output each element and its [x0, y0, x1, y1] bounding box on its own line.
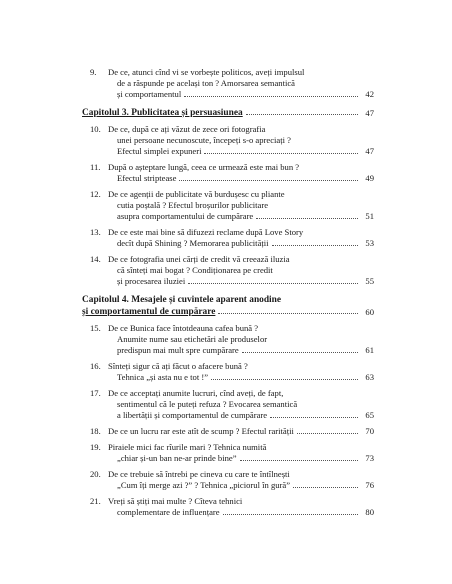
toc-entry	[82, 162, 374, 184]
toc-line-text: De ce, după ce ați văzut de zece ori fotografia	[108, 124, 266, 134]
toc-chapter-heading	[82, 294, 374, 318]
toc-entry-title	[82, 107, 360, 119]
toc-line-text: a libertății și comportamentul de cumpărare	[117, 410, 268, 420]
toc-line-text: Piraiele mici fac rîurile mari ? Tehnica numită	[108, 442, 267, 452]
toc-entry-title	[108, 227, 360, 249]
toc-line-text: cutia poștală ? Efectul broșurilor publicitare	[117, 200, 269, 210]
toc-page-number: 80	[365, 507, 374, 517]
toc-page-number: 70	[365, 426, 374, 436]
dot-leader	[223, 514, 358, 515]
toc-page-number: 73	[365, 453, 374, 463]
toc-line-text: Capitolul 4. Mesajele și cuvintele aparent anodine	[82, 295, 282, 305]
toc-entry-title	[108, 162, 360, 184]
dot-leader	[211, 379, 358, 380]
toc-entry-title	[108, 124, 360, 157]
toc-line-text: asupra comportamentului de cumpărare	[117, 211, 254, 221]
toc-entry-number: 21.	[90, 496, 101, 506]
toc-page-number: 47	[365, 108, 374, 118]
toc-page-number: 47	[365, 146, 374, 156]
toc-page-number: 51	[365, 211, 374, 221]
toc-page-number: 76	[365, 480, 374, 490]
dot-leader	[272, 245, 358, 246]
toc-entry	[82, 469, 374, 491]
dot-leader	[184, 96, 358, 97]
dot-leader	[297, 433, 358, 434]
toc-page-number: 61	[365, 345, 374, 355]
toc-entry-number: 13.	[90, 227, 101, 237]
toc-entry-title	[108, 442, 360, 464]
toc-page-number: 55	[365, 276, 374, 286]
dot-leader	[179, 180, 358, 181]
toc-entry	[82, 442, 374, 464]
toc-entry-title	[108, 323, 360, 356]
toc-line-text: complementare de influențare	[117, 507, 220, 517]
toc-entry-title	[108, 496, 360, 518]
toc-entry-number: 17.	[90, 388, 101, 398]
toc-line-text: Efectul striptease	[117, 173, 177, 183]
toc-entry	[82, 361, 374, 383]
toc-line-text: și comportamentul de cumpărare	[82, 307, 216, 317]
toc-line-text: De ce agenții de publicitate vă burdușesc cu pliante	[108, 189, 285, 199]
toc-entry	[82, 323, 374, 356]
toc-line-text: Tehnica „și asta nu e tot !”	[117, 372, 209, 382]
toc-line-text: Vreți să știți mai multe ? Cîteva tehnici	[108, 496, 243, 506]
toc-page-number: 49	[365, 173, 374, 183]
toc-entry	[82, 189, 374, 222]
toc-entry-title	[82, 294, 360, 318]
toc-chapter-heading	[82, 107, 374, 119]
toc-entry-title	[108, 388, 360, 421]
toc-entry-number: 16.	[90, 361, 101, 371]
toc-line-text: că sînteți mai bogat ? Condiționarea pe credit	[117, 265, 273, 275]
toc-entry-number: 9.	[90, 67, 97, 77]
dot-leader	[270, 417, 358, 418]
toc-line-text: De ce este mai bine să difuzezi reclame după Love Story	[108, 227, 304, 237]
toc-page-number: 60	[365, 307, 374, 317]
dot-leader	[188, 283, 358, 284]
toc-entry	[82, 254, 374, 287]
toc-line-text: De ce, atunci cînd vi se vorbește politicos, aveți impulsul	[108, 67, 305, 77]
toc-entry-title	[108, 469, 360, 491]
toc-entry-number: 20.	[90, 469, 101, 479]
toc-entry	[82, 388, 374, 421]
toc-line-text: De ce fotografia unei cărți de credit vă creează iluzia	[108, 254, 290, 264]
toc-line-text: De ce un lucru rar este atît de scump ? Efectul rarității	[108, 426, 294, 436]
dot-leader	[218, 313, 358, 314]
toc-entry-title	[108, 361, 360, 383]
toc-entry-number: 14.	[90, 254, 101, 264]
toc-entry	[82, 124, 374, 157]
toc-line-text: După o așteptare lungă, ceea ce urmează este mai bun ?	[108, 162, 300, 172]
toc-entry	[82, 496, 374, 518]
toc-line-text: „chiar și-un ban ne-ar prinde bine”	[117, 453, 237, 463]
toc-line-text: Capitolul 3. Publicitatea și persuasiunea	[82, 108, 243, 118]
dot-leader	[204, 153, 358, 154]
toc-entry-title	[108, 426, 360, 437]
toc-line-text: Anumite nume sau etichetări ale produselor	[117, 334, 268, 344]
toc-entry	[82, 426, 374, 437]
toc-entry-number: 11.	[90, 162, 101, 172]
toc-entry-title	[108, 67, 360, 100]
toc-line-text: „Cum îți merge azi ?” ? Tehnica „piciorul în gură”	[117, 480, 291, 490]
toc-line-text: Efectul simplei expuneri	[117, 146, 202, 156]
dot-leader	[240, 460, 358, 461]
toc-page-number: 53	[365, 238, 374, 248]
toc-entry-number: 19.	[90, 442, 101, 452]
toc-line-text: de a răspunde pe același ton ? Amorsarea semantică	[117, 78, 296, 88]
toc-line-text: predispun mai mult spre cumpărare	[117, 345, 239, 355]
table-of-contents	[82, 67, 374, 523]
dot-leader	[293, 487, 358, 488]
toc-page-number: 42	[365, 89, 374, 99]
toc-line-text: De ce trebuie să întrebi pe cineva cu care te întîlnești	[108, 469, 290, 479]
dot-leader	[246, 114, 358, 115]
toc-entry	[82, 67, 374, 100]
toc-entry	[82, 227, 374, 249]
toc-line-text: și procesarea iluziei	[117, 276, 186, 286]
toc-entry-number: 18.	[90, 426, 101, 436]
dot-leader	[256, 218, 358, 219]
toc-line-text: Sînteți sigur că ați făcut o afacere bună ?	[108, 361, 248, 371]
toc-page-number: 65	[365, 410, 374, 420]
toc-line-text: sentimentul că le puteți refuza ? Evocarea semantică	[117, 399, 298, 409]
toc-page-number: 63	[365, 372, 374, 382]
toc-entry-title	[108, 189, 360, 222]
toc-line-text: De ce Bunica face întotdeauna cafea bună ?	[108, 323, 259, 333]
toc-line-text: De ce acceptați anumite lucruri, cînd aveți, de fapt,	[108, 388, 284, 398]
toc-entry-title	[108, 254, 360, 287]
toc-entry-number: 10.	[90, 124, 101, 134]
toc-line-text: unei persoane necunoscute, începeți s-o apreciați ?	[117, 135, 291, 145]
toc-line-text: decît după Shining ? Memorarea publicității	[117, 238, 269, 248]
toc-entry-number: 12.	[90, 189, 101, 199]
dot-leader	[242, 352, 358, 353]
toc-entry-number: 15.	[90, 323, 101, 333]
toc-line-text: și comportamentul	[117, 89, 182, 99]
